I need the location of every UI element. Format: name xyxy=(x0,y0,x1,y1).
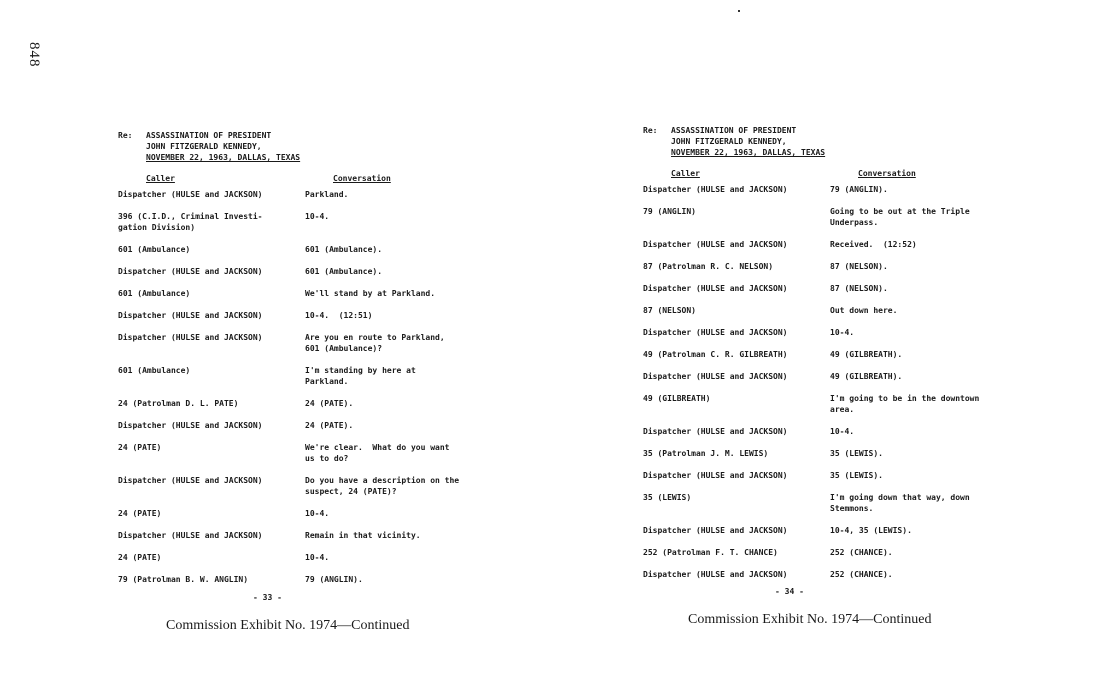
conversation-cell: 10-4. xyxy=(830,427,855,436)
caller-cell: 24 (PATE) xyxy=(118,443,162,452)
conversation-cell: 35 (LEWIS). xyxy=(830,471,883,480)
page-footer: - 33 - xyxy=(253,593,282,602)
transcript-row xyxy=(643,525,1043,547)
caller-cell: 49 (Patrolman C. R. GILBREATH) xyxy=(643,350,788,359)
conversation-cell: 87 (NELSON). xyxy=(830,284,888,293)
transcript-row xyxy=(643,184,1043,206)
re-line-3: NOVEMBER 22, 1963, DALLAS, TEXAS xyxy=(671,148,826,157)
transcript-row xyxy=(118,398,518,420)
transcript-row xyxy=(643,547,1043,569)
conversation-cell: 10-4. xyxy=(305,509,330,518)
transcript-row xyxy=(118,310,518,332)
conversation-cell: 10-4. xyxy=(305,553,330,562)
caller-cell: Dispatcher (HULSE and JACKSON) xyxy=(118,267,263,276)
transcript-row xyxy=(118,244,518,266)
conversation-cell: 87 (NELSON). xyxy=(830,262,888,271)
transcript-row xyxy=(118,332,518,365)
transcript-row xyxy=(118,475,518,508)
caller-cell: 396 (C.I.D., Criminal Investi- gation Division) xyxy=(118,212,263,232)
transcript-row xyxy=(118,508,518,530)
transcript-row xyxy=(118,530,518,552)
exhibit-caption: Commission Exhibit No. 1974—Continued xyxy=(688,612,932,627)
caller-cell: Dispatcher (HULSE and JACKSON) xyxy=(643,185,788,194)
re-line-2: JOHN FITZGERALD KENNEDY, xyxy=(671,137,787,146)
caller-cell: Dispatcher (HULSE and JACKSON) xyxy=(643,372,788,381)
conversation-cell: 601 (Ambulance). xyxy=(305,245,383,254)
caller-cell: 87 (Patrolman R. C. NELSON) xyxy=(643,262,774,271)
caller-cell: 79 (ANGLIN) xyxy=(643,207,696,216)
conversation-cell: 79 (ANGLIN). xyxy=(830,185,888,194)
transcript-row xyxy=(643,492,1043,525)
left-transcript-page xyxy=(118,130,518,596)
conversation-cell: I'm going down that way, down Stemmons. xyxy=(830,493,970,513)
transcript-row xyxy=(643,327,1043,349)
conversation-cell: I'm going to be in the downtown area. xyxy=(830,394,980,414)
transcript-row xyxy=(118,288,518,310)
caller-cell: 24 (Patrolman D. L. PATE) xyxy=(118,399,239,408)
conversation-cell: I'm standing by here at Parkland. xyxy=(305,366,416,386)
caller-cell: 35 (LEWIS) xyxy=(643,493,692,502)
caller-cell: Dispatcher (HULSE and JACKSON) xyxy=(118,421,263,430)
transcript-row xyxy=(643,305,1043,327)
transcript-row xyxy=(118,420,518,442)
caller-cell: Dispatcher (HULSE and JACKSON) xyxy=(643,471,788,480)
conversation-cell: 79 (ANGLIN). xyxy=(305,575,363,584)
caller-cell: 601 (Ambulance) xyxy=(118,289,191,298)
transcript-row xyxy=(643,349,1043,371)
conversation-cell: 252 (CHANCE). xyxy=(830,570,893,579)
column-headers xyxy=(118,173,518,189)
conversation-cell: We'll stand by at Parkland. xyxy=(305,289,436,298)
conversation-cell: Do you have a description on the suspect, 24 (PATE)? xyxy=(305,476,460,496)
caller-cell: Dispatcher (HULSE and JACKSON) xyxy=(643,240,788,249)
re-line-2: JOHN FITZGERALD KENNEDY, xyxy=(146,142,262,151)
page-number: 848 xyxy=(26,42,42,68)
conversation-cell: 35 (LEWIS). xyxy=(830,449,883,458)
re-block xyxy=(643,125,1043,158)
re-label: Re: xyxy=(118,131,133,140)
transcript-row xyxy=(118,189,518,211)
re-line-3: NOVEMBER 22, 1963, DALLAS, TEXAS xyxy=(146,153,301,162)
caller-cell: 35 (Patrolman J. M. LEWIS) xyxy=(643,449,769,458)
speck xyxy=(738,10,740,12)
conversation-header: Conversation xyxy=(333,174,391,183)
conversation-cell: 252 (CHANCE). xyxy=(830,548,893,557)
transcript-row xyxy=(643,206,1043,239)
conversation-header: Conversation xyxy=(858,169,916,178)
transcript-rows xyxy=(118,189,518,596)
transcript-row xyxy=(118,266,518,288)
transcript-row xyxy=(643,371,1043,393)
caller-cell: 49 (GILBREATH) xyxy=(643,394,711,403)
re-label: Re: xyxy=(643,126,658,135)
exhibit-caption: Commission Exhibit No. 1974—Continued xyxy=(166,618,410,633)
caller-cell: Dispatcher (HULSE and JACKSON) xyxy=(643,284,788,293)
transcript-row xyxy=(118,574,518,596)
conversation-cell: Out down here. xyxy=(830,306,898,315)
caller-header: Caller xyxy=(146,174,175,183)
conversation-cell: Going to be out at the Triple Underpass. xyxy=(830,207,970,227)
conversation-cell: 24 (PATE). xyxy=(305,399,354,408)
caller-cell: 601 (Ambulance) xyxy=(118,245,191,254)
caller-cell: Dispatcher (HULSE and JACKSON) xyxy=(643,427,788,436)
conversation-cell: Parkland. xyxy=(305,190,349,199)
transcript-row xyxy=(118,552,518,574)
conversation-cell: 10-4. (12:51) xyxy=(305,311,373,320)
caller-cell: Dispatcher (HULSE and JACKSON) xyxy=(118,476,263,485)
conversation-cell: 10-4. xyxy=(830,328,855,337)
caller-cell: Dispatcher (HULSE and JACKSON) xyxy=(643,526,788,535)
caller-cell: Dispatcher (HULSE and JACKSON) xyxy=(118,333,263,342)
transcript-row xyxy=(118,211,518,244)
caller-cell: 601 (Ambulance) xyxy=(118,366,191,375)
page-footer: - 34 - xyxy=(775,587,804,596)
transcript-row xyxy=(643,470,1043,492)
conversation-cell: Received. (12:52) xyxy=(830,240,917,249)
caller-cell: Dispatcher (HULSE and JACKSON) xyxy=(118,311,263,320)
conversation-cell: We're clear. What do you want us to do? xyxy=(305,443,450,463)
transcript-row xyxy=(118,442,518,475)
transcript-row xyxy=(643,569,1043,591)
conversation-cell: Remain in that vicinity. xyxy=(305,531,421,540)
conversation-cell: 10-4, 35 (LEWIS). xyxy=(830,526,912,535)
caller-cell: 24 (PATE) xyxy=(118,509,162,518)
right-transcript-page xyxy=(643,125,1043,591)
caller-cell: Dispatcher (HULSE and JACKSON) xyxy=(118,190,263,199)
conversation-cell: Are you en route to Parkland, 601 (Ambulance)? xyxy=(305,333,445,353)
caller-cell: Dispatcher (HULSE and JACKSON) xyxy=(643,570,788,579)
caller-cell: 79 (Patrolman B. W. ANGLIN) xyxy=(118,575,249,584)
caller-cell: 252 (Patrolman F. T. CHANCE) xyxy=(643,548,778,557)
column-headers xyxy=(643,168,1043,184)
caller-header: Caller xyxy=(671,169,700,178)
transcript-row xyxy=(643,283,1043,305)
conversation-cell: 24 (PATE). xyxy=(305,421,354,430)
conversation-cell: 49 (GILBREATH). xyxy=(830,372,903,381)
transcript-row xyxy=(643,426,1043,448)
transcript-rows xyxy=(643,184,1043,591)
transcript-row xyxy=(643,261,1043,283)
re-block xyxy=(118,130,518,163)
caller-cell: 87 (NELSON) xyxy=(643,306,696,315)
transcript-row xyxy=(643,448,1043,470)
transcript-row xyxy=(643,239,1043,261)
conversation-cell: 10-4. xyxy=(305,212,330,221)
caller-cell: 24 (PATE) xyxy=(118,553,162,562)
conversation-cell: 49 (GILBREATH). xyxy=(830,350,903,359)
conversation-cell: 601 (Ambulance). xyxy=(305,267,383,276)
caller-cell: Dispatcher (HULSE and JACKSON) xyxy=(643,328,788,337)
re-line-1: ASSASSINATION OF PRESIDENT xyxy=(671,126,797,135)
transcript-row xyxy=(643,393,1043,426)
re-line-1: ASSASSINATION OF PRESIDENT xyxy=(146,131,272,140)
caller-cell: Dispatcher (HULSE and JACKSON) xyxy=(118,531,263,540)
transcript-row xyxy=(118,365,518,398)
